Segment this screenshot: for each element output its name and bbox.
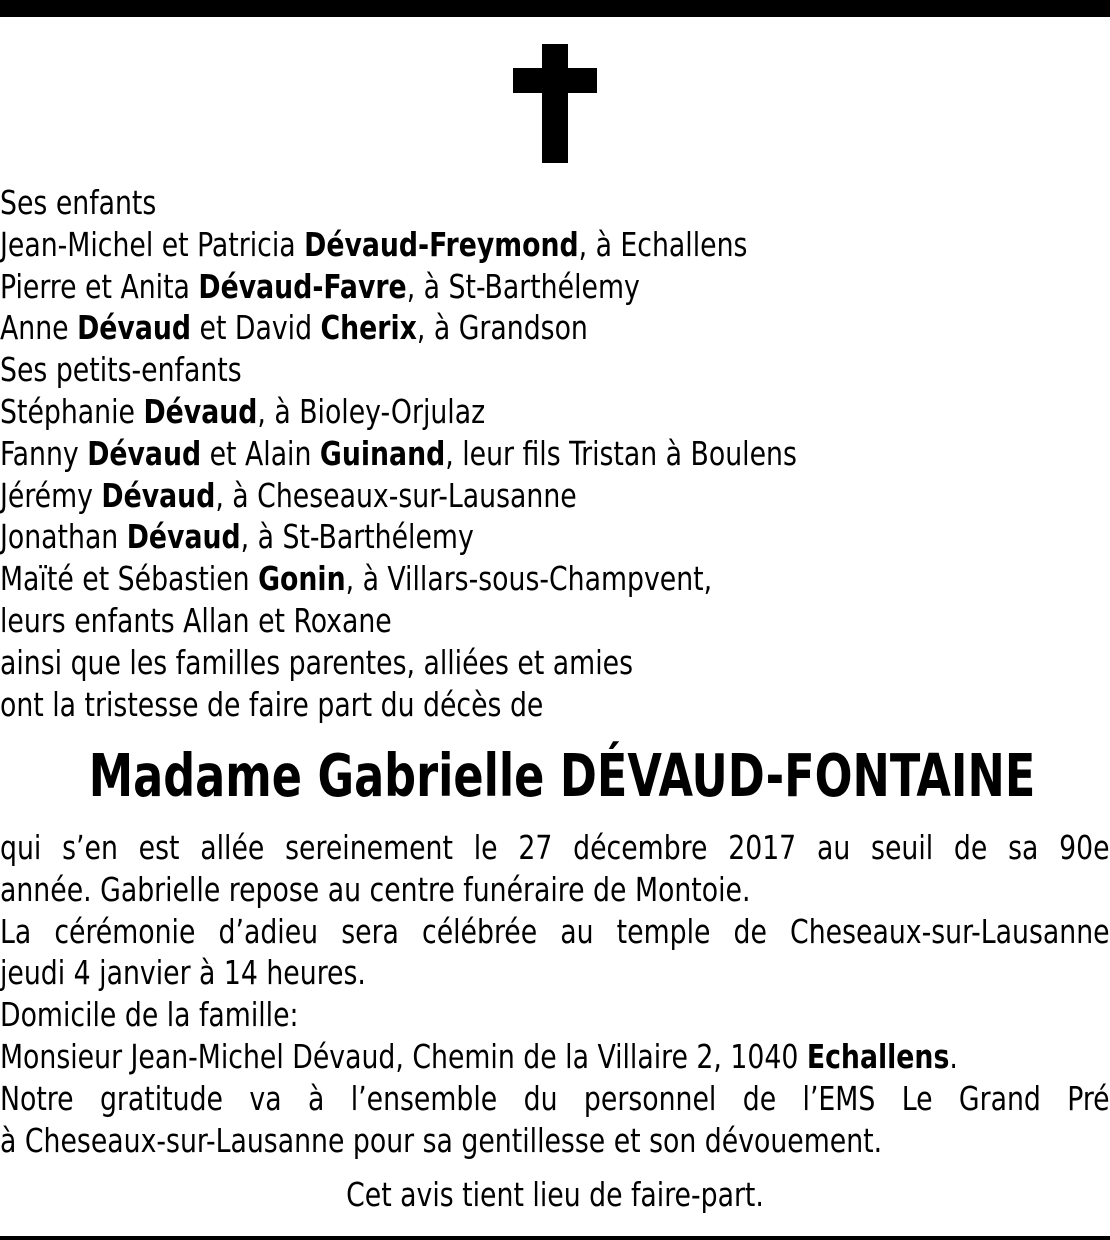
word: sera xyxy=(341,911,399,951)
child-text: et David xyxy=(191,308,321,348)
word: personnel xyxy=(583,1078,717,1118)
word: d’adieu xyxy=(218,911,319,951)
word: temple xyxy=(616,911,711,951)
word: décembre xyxy=(573,828,708,867)
word: Cheseaux-sur-Lausanne xyxy=(790,911,1110,951)
word: du xyxy=(523,1078,558,1118)
word: cérémonie xyxy=(54,911,196,951)
child-partner-surname: Cherix xyxy=(320,308,417,348)
address-end: . xyxy=(949,1036,958,1076)
word: célébrée xyxy=(422,911,538,951)
word: 90e xyxy=(1059,828,1110,867)
grandchild-surname: Dévaud xyxy=(101,475,216,515)
grandchild-text: Jonathan xyxy=(0,517,127,557)
grandchild-surname: Dévaud xyxy=(143,391,258,431)
child-surname: Dévaud xyxy=(77,308,192,348)
grandchild-surname: Dévaud xyxy=(87,433,202,473)
child-place: , à Grandson xyxy=(416,308,588,348)
word: Pré xyxy=(1067,1078,1110,1118)
body-line-4: jeudi 4 janvier à 14 heures. xyxy=(0,953,366,993)
grandchild-text: Maïté et Sébastien xyxy=(0,559,259,599)
grandchild-text: et Alain xyxy=(201,433,320,473)
word: allée xyxy=(200,828,265,867)
grandchild-place: , à Villars-sous-Champvent, xyxy=(345,559,713,599)
grandchild-place: , à Bioley-Orjulaz xyxy=(257,391,486,431)
grandchild-line-2 xyxy=(0,433,999,475)
word: s’en xyxy=(62,828,118,867)
grandchild-surname: Gonin xyxy=(258,559,346,599)
word: Grand xyxy=(958,1078,1041,1118)
top-rule xyxy=(0,0,1110,17)
announcement-line: ont la tristesse de faire part du décès de xyxy=(0,684,544,724)
child-place: , à Echallens xyxy=(578,224,748,264)
family-list xyxy=(0,182,999,725)
bottom-rule xyxy=(0,1236,1110,1240)
closing-note: Cet avis tient lieu de faire-part. xyxy=(346,1175,764,1214)
body-line-3 xyxy=(0,911,1110,953)
child-place: , à St-Barthélemy xyxy=(406,266,640,306)
word: de xyxy=(733,911,767,951)
address-town: Echallens xyxy=(806,1036,950,1076)
child-surname: Dévaud-Freymond xyxy=(304,224,579,264)
child-line-3 xyxy=(0,307,999,349)
body-line-8: à Cheseaux-sur-Lausanne pour sa gentillesse et son dévouement. xyxy=(0,1120,883,1160)
word: 27 xyxy=(518,828,553,867)
word: 2017 xyxy=(728,828,797,867)
word: est xyxy=(138,828,180,867)
notice-body xyxy=(0,827,1110,1161)
address-line xyxy=(0,1036,1110,1078)
word: au xyxy=(560,911,594,951)
word: l’ensemble xyxy=(350,1078,498,1118)
address-text: Monsieur Jean-Michel Dévaud, Chemin de la Villaire 2, 1040 xyxy=(0,1036,807,1076)
grandchild-text: Fanny xyxy=(0,433,88,473)
word: à xyxy=(307,1078,325,1118)
word: La xyxy=(0,911,32,951)
grandchild-line-4 xyxy=(0,516,999,558)
grandchild-line-5 xyxy=(0,558,999,600)
deceased-name: Madame Gabrielle DÉVAUD-FONTAINE xyxy=(88,741,1036,810)
grandchild-surname: Dévaud xyxy=(126,517,241,557)
word: qui xyxy=(0,828,42,867)
grandchild-place: , leur fils Tristan à Boulens xyxy=(445,433,797,473)
grandchildren-heading: Ses petits-enfants xyxy=(0,350,242,390)
body-line-5: Domicile de la famille: xyxy=(0,995,299,1035)
word: Notre xyxy=(0,1078,74,1118)
word: seuil xyxy=(871,828,934,867)
word: de xyxy=(742,1078,777,1118)
word: Le xyxy=(901,1078,933,1118)
cross-icon xyxy=(513,44,597,163)
great-grandchildren-line: leurs enfants Allan et Roxane xyxy=(0,600,392,640)
relatives-line: ainsi que les familles parentes, alliées et amies xyxy=(0,642,634,682)
grandchild-place: , à St-Barthélemy xyxy=(240,517,474,557)
word: au xyxy=(816,828,851,867)
grandchild-partner-surname: Guinand xyxy=(319,433,446,473)
grandchild-line-1 xyxy=(0,391,999,433)
child-text: Anne xyxy=(0,308,78,348)
word: sereinement xyxy=(285,828,453,867)
body-line-1 xyxy=(0,827,1110,869)
child-line-1 xyxy=(0,224,999,266)
children-heading: Ses enfants xyxy=(0,183,157,222)
grandchild-line-3 xyxy=(0,475,999,517)
child-text: Pierre et Anita xyxy=(0,266,199,306)
body-line-7 xyxy=(0,1078,1110,1120)
grandchild-place: , à Cheseaux-sur-Lausanne xyxy=(215,475,577,515)
child-surname: Dévaud-Favre xyxy=(198,266,407,306)
word: gratitude xyxy=(99,1078,224,1118)
child-line-2 xyxy=(0,266,999,308)
word: de xyxy=(953,828,988,867)
word: l’EMS xyxy=(802,1078,876,1118)
word: sa xyxy=(1008,828,1039,867)
word: le xyxy=(473,828,498,867)
grandchild-text: Jérémy xyxy=(0,475,102,515)
grandchild-text: Stéphanie xyxy=(0,391,144,431)
body-line-2: année. Gabrielle repose au centre funéraire de Montoie. xyxy=(0,869,751,909)
word: va xyxy=(249,1078,282,1118)
child-text: Jean-Michel et Patricia xyxy=(0,224,305,264)
